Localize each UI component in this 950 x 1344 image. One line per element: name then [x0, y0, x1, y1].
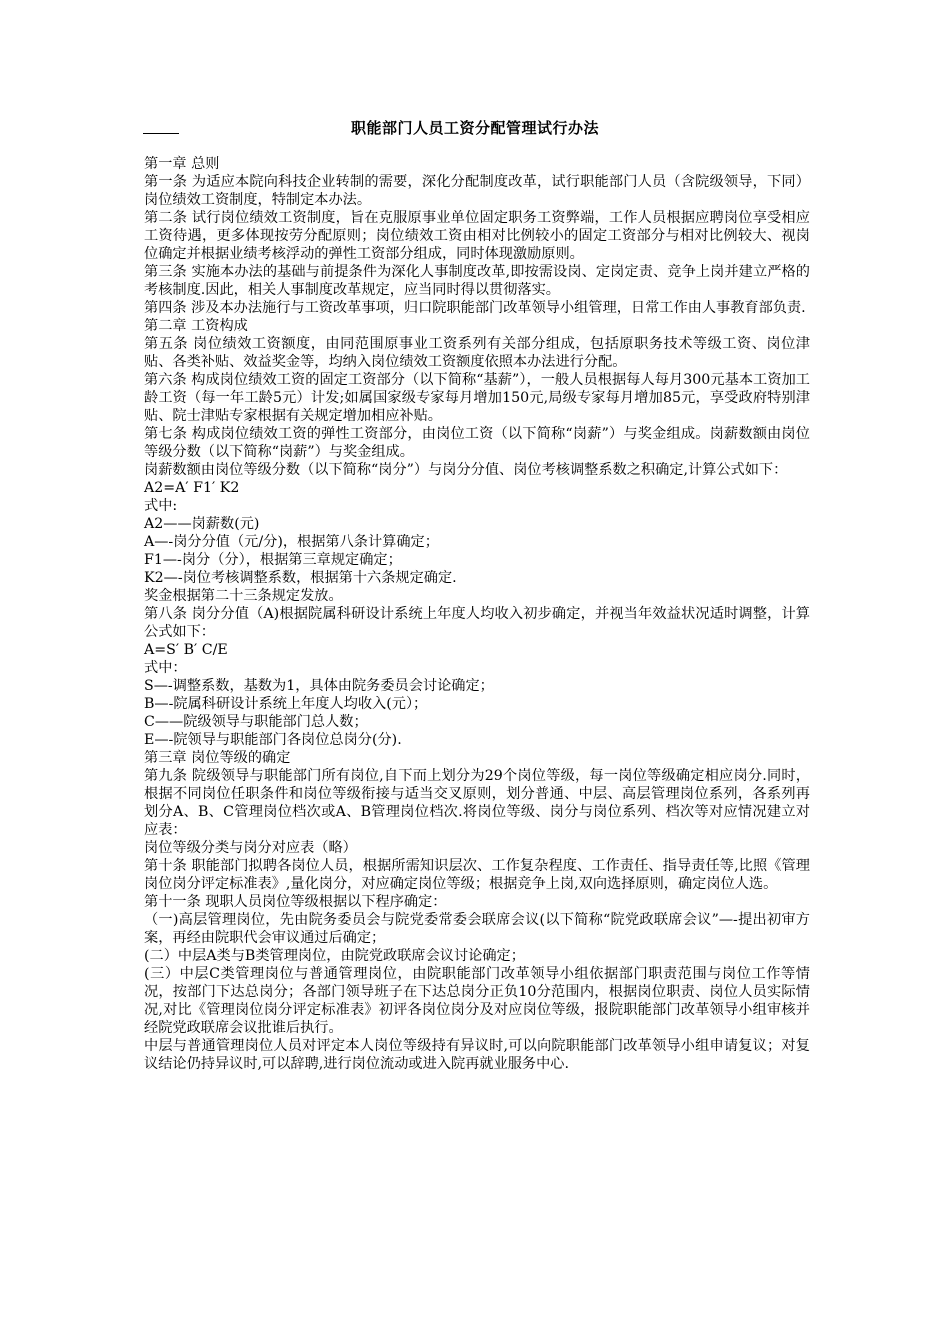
article-paragraph: 第八条 岗分分值（A)根据院属科研设计系统上年度人均收入初步确定，并视当年效益状况适时调整，计算公式如下： — [144, 606, 810, 640]
chapter-heading: 第三章 岗位等级的确定 — [144, 750, 291, 766]
article-paragraph: 岗薪数额由岗位等级分数（以下简称“岗分”）与岗分分值、岗位考核调整系数之积确定,计算公式如下： — [144, 462, 788, 478]
article-paragraph: 第二条 试行岗位绩效工资制度，旨在克服原事业单位固定职务工资弊端，工作人员根据应聘岗位享受相应工资待遇，更多体现按劳分配原则；岗位绩效工资由相对比例较小的固定工资部分与相对比例较大、视岗位确定并根据业绩考核浮动的弹性工资部分组成，同时体现激励原则。 — [144, 210, 810, 262]
document-title: 职能部门人员工资分配管理试行办法 — [350, 119, 599, 137]
formula-legend: A2——岗薪数(元) — [144, 516, 260, 532]
formula-legend: B—-院属科研设计系统上年度人均收入(元）； — [144, 696, 428, 712]
article-paragraph: (二）中层A类与B类管理岗位，由院党政联席会议讨论确定； — [144, 948, 525, 964]
formula: A=S′ B′ C/E — [144, 642, 228, 658]
article-paragraph: 第三条 实施本办法的基础与前提条件为深化人事制度改革,即按需设岗、定岗定责、竞争上岗并建立严格的考核制度.因此，相关人事制度改革规定，应当同时得以贯彻落实。 — [144, 264, 810, 298]
formula-legend: S—-调整系数，基数为1，具体由院务委员会讨论确定； — [144, 678, 494, 694]
article-paragraph: 奖金根据第二十三条规定发放。 — [144, 588, 343, 604]
article-paragraph: （一)高层管理岗位，先由院务委员会与院党委常委会联席会议(以下简称“院党政联席会议”—-提出初审方案，再经由院职代会审议通过后确定； — [144, 912, 810, 946]
formula: A2=A′ F1′ K2 — [144, 480, 240, 496]
article-paragraph: 第五条 岗位绩效工资额度，由同范围原事业工资系列有关部分组成，包括原职务技术等级工资、岗位津贴、各类补贴、效益奖金等，均纳入岗位绩效工资额度依照本办法进行分配。 — [144, 336, 810, 370]
formula-legend: K2—-岗位考核调整系数，根据第十六条规定确定. — [144, 570, 457, 586]
formula-legend: F1—-岗分（分），根据第三章规定确定； — [144, 552, 402, 568]
formula-legend: 式中: — [144, 498, 178, 514]
chapter-heading: 第一章 总则 — [144, 156, 220, 172]
article-paragraph: 第四条 涉及本办法施行与工资改革事项，归口院职能部门改革领导小组管理，日常工作由人事教育部负责. — [144, 300, 806, 316]
article-paragraph: (三）中层C类管理岗位与普通管理岗位，由院职能部门改革领导小组依据部门职责范围与岗位工作等情况，按部门下达总岗分；各部门领导班子在下达总岗分正负10分范围内，根据岗位职责、岗位人员实际情况,对比《管理岗位岗分评定标准表》初评各岗位岗分及对应岗位等级，报院职能部门改革领导小组审核并经院党政联席会议批谁后执行。 — [144, 966, 810, 1036]
formula-legend: E—-院领导与职能部门各岗位总岗分(分). — [144, 732, 402, 748]
article-paragraph: 第七条 构成岗位绩效工资的弹性工资部分，由岗位工资（以下简称“岗薪”）与奖金组成。岗薪数额由岗位等级分数（以下简称“岗薪”）与奖金组成。 — [144, 426, 810, 460]
formula-legend: 式中： — [144, 660, 187, 676]
chapter-heading: 第二章 工资构成 — [144, 318, 248, 334]
formula-legend: C——院级领导与职能部门总人数； — [144, 714, 368, 730]
article-paragraph: 第十条 职能部门拟聘各岗位人员，根据所需知识层次、工作复杂程度、工作责任、指导责任等,比照《管理岗位岗分评定标准表》,量化岗分，对应确定岗位等级；根据竞争上岗,双向选择原则，确定岗位人选。 — [144, 858, 810, 892]
article-paragraph: 中层与普通管理岗位人员对评定本人岗位等级持有异议时,可以向院职能部门改革领导小组申请复议；对复议结论仍持异议时,可以辞聘,进行岗位流动或进入院再就业服务中心. — [144, 1038, 810, 1072]
article-paragraph: 第九条 院级领导与职能部门所有岗位,自下而上划分为29个岗位等级，每一岗位等级确定相应岗分.同时，根据不同岗位任职条件和岗位等级衔接与适当交叉原则，划分普通、中层、高层管理岗位系列，各系列再划分A、B、C管理岗位档次或A、B管理岗位档次.将岗位等级、岗分与岗位系列、档次等对应情况建立对应表： — [144, 768, 810, 838]
article-paragraph: 第十一条 现职人员岗位等级根据以下程序确定： — [144, 894, 447, 910]
article-paragraph: 第六条 构成岗位绩效工资的固定工资部分（以下简称“基薪”），一般人员根据每人每月300元基本工资加工龄工资（每一年工龄5元）计发;如属国家级专家每月增加150元,局级专家每月增加85元，享受政府特别津贴、院士津贴专家根据有关规定增加相应补贴。 — [144, 372, 810, 424]
article-paragraph: 岗位等级分类与岗分对应表（略） — [144, 840, 357, 856]
article-paragraph: 第一条 为适应本院向科技企业转制的需要，深化分配制度改革，试行职能部门人员（含院级领导，下同）岗位绩效工资制度，特制定本办法。 — [144, 174, 810, 208]
document-body — [144, 155, 810, 1073]
formula-legend: A—-岗分分值（元/分)，根据第八条计算确定； — [144, 534, 439, 550]
